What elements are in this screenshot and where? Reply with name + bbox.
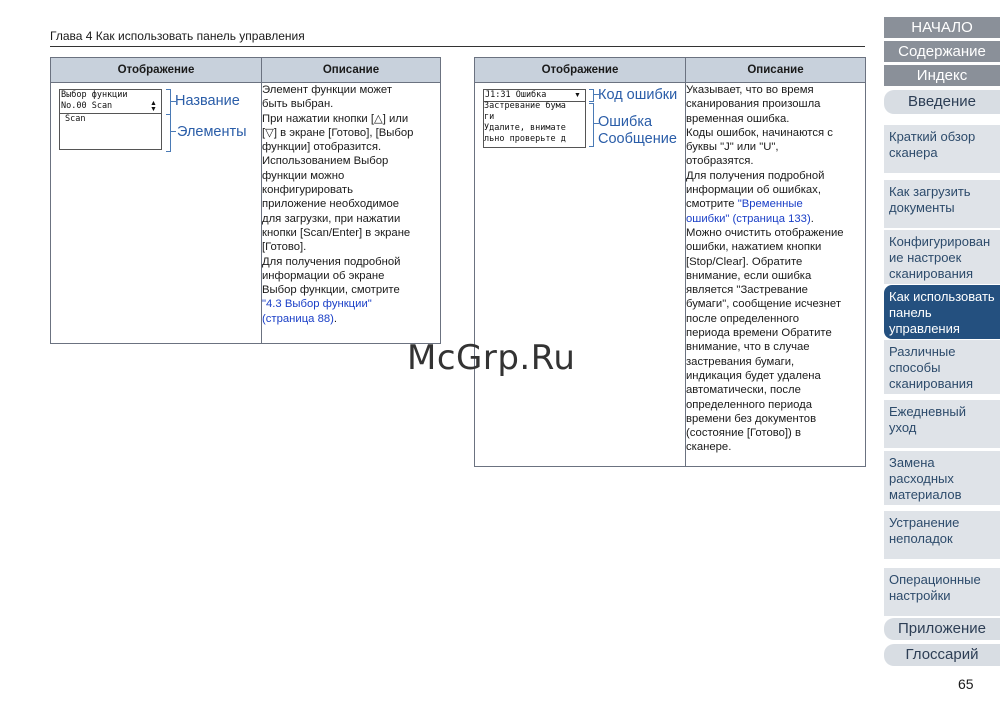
display-cell bbox=[475, 83, 686, 467]
nav-item-label: неполадок bbox=[889, 531, 953, 546]
nav-item-label: материалов bbox=[889, 487, 962, 502]
desc-line: сканере. bbox=[686, 441, 732, 454]
down-arrow-icon: ▼ bbox=[574, 92, 581, 99]
nav-start-button[interactable]: НАЧАЛО bbox=[884, 17, 1000, 38]
error-display-table bbox=[474, 57, 866, 467]
col-display-header: Отображение bbox=[51, 58, 262, 83]
name-bracket bbox=[166, 89, 171, 115]
desc-line: приложение необходимое bbox=[262, 198, 400, 211]
nav-item-label: настройки bbox=[889, 588, 951, 603]
chapter-header: Глава 4 Как использовать панель управления bbox=[50, 29, 865, 47]
nav-item-label: сканера bbox=[889, 145, 938, 160]
nav-item-scan-settings[interactable] bbox=[884, 230, 1000, 284]
nav-appendix-button[interactable]: Приложение bbox=[884, 618, 1000, 640]
nav-item-consumables[interactable] bbox=[884, 451, 1000, 505]
nav-item-label: Краткий обзор bbox=[889, 129, 976, 144]
nav-item-control-panel[interactable] bbox=[884, 285, 1000, 339]
nav-index-button[interactable]: Индекс bbox=[884, 65, 1000, 86]
description-cell bbox=[262, 83, 441, 344]
desc-line: индикация будет удалена bbox=[686, 369, 821, 382]
lcd-line-2: No.00 Scan bbox=[61, 101, 113, 111]
desc-line: Элемент функции может bbox=[262, 84, 393, 96]
link-prefix: смотрите bbox=[686, 198, 738, 211]
desc-line: быть выбран. bbox=[262, 98, 334, 111]
nav-item-label: ие настроек bbox=[889, 250, 962, 265]
nav-item-label: Конфигурирован bbox=[889, 234, 991, 249]
desc-line: временная ошибка. bbox=[686, 112, 790, 125]
nav-item-label: Как загрузить bbox=[889, 184, 971, 199]
lcd-line-3: Scan bbox=[65, 114, 86, 124]
callout-error-code: Код ошибки bbox=[598, 87, 678, 103]
desc-line: Для получения подробной bbox=[686, 169, 825, 182]
up-down-arrows-icon: ▲ ▼ bbox=[150, 100, 157, 113]
nav-item-label: Устранение bbox=[889, 515, 960, 530]
desc-line: Указывает, что во время bbox=[686, 84, 814, 96]
callout-error: Ошибка bbox=[598, 114, 653, 130]
page-number: 65 bbox=[958, 676, 974, 692]
desc-line: (состояние [Готово]) в bbox=[686, 427, 801, 440]
lcd-error-line-2: Застревание бума bbox=[484, 101, 566, 111]
desc-line: автоматически, после bbox=[686, 384, 801, 397]
desc-line: Использованием Выбор bbox=[262, 155, 389, 168]
function-selection-link[interactable]: "4.3 Выбор функции" bbox=[262, 298, 372, 311]
desc-line: после определенного bbox=[686, 312, 800, 325]
description-cell bbox=[686, 83, 866, 467]
desc-line: внимание, что в случае bbox=[686, 341, 810, 354]
desc-line: информации об экране bbox=[262, 269, 385, 282]
nav-item-label: расходных bbox=[889, 471, 954, 486]
link-tail: . bbox=[333, 312, 338, 325]
items-pointer bbox=[170, 131, 176, 132]
nav-item-loading[interactable] bbox=[884, 180, 1000, 228]
desc-line: застревания бумаги, bbox=[686, 355, 795, 368]
nav-item-label: документы bbox=[889, 200, 955, 215]
nav-item-label: сканирования bbox=[889, 376, 974, 391]
nav-item-label: управления bbox=[889, 321, 960, 336]
lcd-line-1: Выбор функции bbox=[61, 90, 128, 100]
nav-item-scanning-methods[interactable] bbox=[884, 340, 1000, 394]
desc-line: буквы "J" или "U", bbox=[686, 141, 779, 154]
desc-line: сканирования произошла bbox=[686, 98, 821, 111]
desc-line: для загрузки, при нажатии bbox=[262, 212, 401, 225]
nav-intro-button[interactable]: Введение bbox=[884, 90, 1000, 114]
desc-line: Можно очистить отображение bbox=[686, 226, 844, 239]
nav-contents-button[interactable]: Содержание bbox=[884, 41, 1000, 62]
desc-line: ошибки, нажатием кнопки bbox=[686, 241, 822, 254]
desc-line: При нажатии кнопки [△] или bbox=[262, 112, 409, 125]
desc-line: Выбор функции, смотрите bbox=[262, 284, 400, 297]
lcd-error-line-3: ги bbox=[484, 112, 495, 122]
function-selection-table bbox=[50, 57, 441, 344]
nav-item-daily-care[interactable] bbox=[884, 400, 1000, 448]
desc-line: бумаги", сообщение исчезнет bbox=[686, 298, 841, 311]
desc-line: определенного периода bbox=[686, 398, 813, 411]
desc-line: конфигурировать bbox=[262, 184, 353, 197]
nav-item-label: Замена bbox=[889, 455, 935, 470]
temporary-errors-link[interactable]: "Временные bbox=[737, 198, 803, 211]
desc-line: функции можно bbox=[262, 169, 345, 182]
col-description-header: Описание bbox=[262, 58, 441, 83]
message-bracket bbox=[589, 103, 594, 147]
desc-line: [▽] в экране [Готово], [Выбор bbox=[262, 126, 414, 139]
nav-item-label: способы bbox=[889, 360, 941, 375]
desc-line: функции] отобразится. bbox=[262, 141, 382, 154]
nav-item-label: Операционные bbox=[889, 572, 981, 587]
desc-line: отобразятся. bbox=[686, 155, 754, 168]
lcd-error-code: J1:31 Ошибка bbox=[485, 90, 547, 100]
col-display-header: Отображение bbox=[475, 58, 686, 83]
function-selection-link-page[interactable]: (страница 88) bbox=[262, 312, 334, 325]
nav-item-label: Как использовать bbox=[889, 289, 995, 304]
display-cell bbox=[51, 83, 262, 344]
desc-line: Коды ошибок, начинаются с bbox=[686, 126, 833, 139]
nav-item-label: Ежедневный bbox=[889, 404, 966, 419]
nav-item-label: панель bbox=[889, 305, 932, 320]
desc-line: кнопки [Scan/Enter] в экране bbox=[262, 226, 411, 239]
callout-items: Элементы bbox=[177, 124, 247, 140]
desc-line: внимание, если ошибка bbox=[686, 269, 812, 282]
callout-name: Название bbox=[175, 93, 240, 109]
lcd-error-line-5: льно проверьте д bbox=[484, 134, 566, 144]
code-bracket bbox=[589, 89, 594, 102]
desc-line: периода времени Обратите bbox=[686, 327, 832, 340]
link-tail: . bbox=[810, 212, 814, 225]
desc-line: информации об ошибках, bbox=[686, 184, 821, 197]
nav-item-operational-settings[interactable] bbox=[884, 568, 1000, 616]
nav-item-label: уход bbox=[889, 420, 917, 435]
desc-line: [Stop/Clear]. Обратите bbox=[686, 255, 803, 268]
desc-line: времени без документов bbox=[686, 412, 817, 425]
items-bracket bbox=[166, 114, 171, 152]
nav-item-label: Различные bbox=[889, 344, 956, 359]
desc-line: [Готово]. bbox=[262, 241, 307, 254]
temporary-errors-link-page[interactable]: ошибки" (страница 133) bbox=[686, 212, 811, 225]
nav-glossary-button[interactable]: Глоссарий bbox=[884, 644, 1000, 666]
nav-item-label: сканирования bbox=[889, 266, 974, 281]
lcd-error-line-4: Удалите, внимате bbox=[484, 123, 566, 133]
callout-message: Сообщение bbox=[598, 131, 677, 147]
col-description-header: Описание bbox=[686, 58, 866, 83]
nav-item-overview[interactable] bbox=[884, 125, 1000, 173]
desc-line: является "Застревание bbox=[686, 284, 808, 297]
desc-line: Для получения подробной bbox=[262, 255, 401, 268]
nav-item-troubleshooting[interactable] bbox=[884, 511, 1000, 559]
watermark-text: McGrp.Ru bbox=[407, 338, 576, 378]
